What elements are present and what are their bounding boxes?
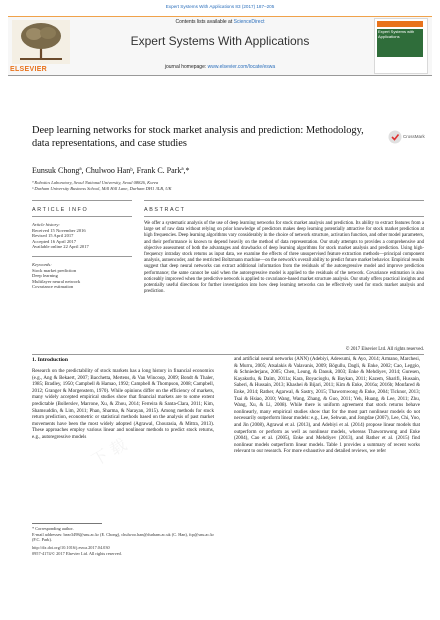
homepage-prefix: journal homepage: <box>164 64 208 70</box>
author-list: Eunsuk Chongª, Chulwoo Hanᵇ, Frank C. Parkª,* <box>32 166 190 175</box>
abstract-text: We offer a systematic analysis of the use of deep learning networks for stock market analysis and prediction. Its ability to extract features from a large set of raw data without relying on prior knowledge of predictors makes deep learning potentially attractive for stock market prediction at high frequencies. Deep learning algorithms vary considerably in the choice of network structure, activation function, and other model parameters, and their performance is known to depend heavily on the method of data representation. Our study attempts to provides a comprehensive and objective assessment of both the advantages and drawbacks of deep learning algorithms for stock market analysis and prediction. Using high-frequency intraday stock returns as input data, we examine the effects of three unsupervised feature extraction methods—principal component analysis, autoencoder, and the restricted Boltzmann machine—on the network's overall ability to predict future market behavior. Empirical results suggest that deep neural networks can extract additional information from the residuals of the autoregressive model and improve prediction performance; the same cannot be said when the autoregressive model is applied to the residuals of the network. Covariance estimation is also noticeably improved when the predictive network is applied to covariance-based market structure analysis. Our study offers practical insights and potentially useful directions for further investigation into how deep learning networks can be effectively used for stock market analysis and prediction. <box>144 221 424 295</box>
journal-cover <box>374 18 428 74</box>
divider <box>32 354 424 355</box>
article-title: Deep learning networks for stock market analysis and prediction: Methodology, data representations, and case studies <box>32 125 364 149</box>
sciencedirect-link[interactable]: ScienceDirect <box>233 19 265 25</box>
publisher-name: ELSEVIER <box>10 66 48 73</box>
divider <box>32 200 132 201</box>
affiliation-b: ᵇ Durham University Business School, Mill Hill Lane, Durham DH1 3LB, UK <box>32 186 172 191</box>
keywords-label: Keywords: <box>32 262 52 267</box>
footnote-rule <box>32 523 102 524</box>
affiliation-a: ª Robotics Laboratory, Seoul National University, Seoul 08826, Korea <box>32 180 159 185</box>
intro-column-2: and artificial neural networks (ANN) (Adebiyi, Adewumi, & Ayo, 2014; Armano, Marchesi, & Murru, 2005; Atsalakis & Valavanis, 2009; Bögullu, Dagli, & Enke, 2002; Cao, Leggio, & Schniederjans, 2005; Chen, Leung, & Daouk, 2003; Enke & Mehdiyev, 2014; Guresen, Kayakutlu, & Daim, 2011a; Kara, Boyacioglu, & Baykan, 2011; Kazem, Sharifi, Hussain, Saberi, & Hussain, 2013; Khashei & Bijari, 2011; Kim & Enke, 2016a; 2016b; Monfared & Enke, 2014; Rather, Agarwal, & Sastry, 2015; Thawornwong & Enke, 2004; Ticknor, 2013; Tsai & Hsiao, 2010; Wang, Wang, Zhang, & Guo, 2011; Yeh, Huang, & Lee, 2011; Zhu, Wang, Xu, & Li, 2008). While there is uniform agreement that stock returns behave nonlinearly, many empirical studies show that for the most part nonlinear models do not necessarily outperform linear models: e.g., Lee, Sehwan, and Jongdae (2007), Lee, Chi, Yoo, and Jin (2008), Agrawal et al. (2013), and Adebiyi et al. (2014) propose linear models that outperform or perform as well as nonlinear models, whereas Thawornwong and Enke (2004), Cao et al. (2005), Enke and Mehdiyev (2013), and Rather et al. (2015) find nonlinear models outperform linear models. Table 1 provides a summary of recent works relevant to our research. For more exhaustive and detailed reviews, we refer <box>234 357 420 455</box>
watermark: 下 载 <box>88 434 130 470</box>
keywords <box>32 262 132 290</box>
cover-band <box>377 21 423 27</box>
intro-heading: 1. Introduction <box>32 357 68 363</box>
running-header: Expert Systems With Applications 83 (2017) 187–205 <box>165 4 275 9</box>
history-item: Accepted 16 April 2017 <box>32 238 77 244</box>
doi-link[interactable]: http://dx.doi.org/10.1016/j.eswa.2017.04.030 <box>32 545 110 550</box>
keyword: Covariance estimation <box>32 284 74 290</box>
contents-line <box>100 19 340 25</box>
history-item: Available online 22 April 2017 <box>32 244 89 250</box>
history-item: Received 15 November 2016 <box>32 227 86 233</box>
divider <box>144 200 424 201</box>
homepage-link[interactable]: www.elsevier.com/locate/eswa <box>207 64 276 70</box>
crossmark-label: CrossMark <box>403 134 425 139</box>
history-label: Article history: <box>32 222 60 227</box>
divider <box>144 216 424 217</box>
crossmark-badge[interactable] <box>388 130 424 150</box>
keyword: Deep learning <box>32 273 58 279</box>
divider <box>32 256 132 257</box>
elsevier-tree-logo <box>12 20 70 64</box>
footnote-emails: E-mail addresses: bear3498@snu.ac.kr (E. Chong), chulwoo.han@durham.ac.uk (C. Han), fcp@snu.ac.kr (F.C. Park). <box>32 532 214 543</box>
issn-line: 0957-4174/© 2017 Elsevier Ltd. All rights reserved. <box>32 551 122 556</box>
crossmark-icon <box>388 130 402 144</box>
keyword: Multilayer neural network <box>32 278 81 284</box>
intro-column-1: Research on the predictability of stock markets has a long history in financial economics (e.g., Ang & Bekaert, 2007; Bacchetta, Mertens, & Van Wincoop, 2009; Bondt & Thaler, 1985; Bradley, 1950; Campbell & Hamao, 1992; Campbell & Thompson, 2008; Campbell, 2012; Granger & Morgenstern, 1970). While opinions differ on the efficiency of markets, many widely accepted empirical studies show that financial markets are to some extent predictable (Bollerslev, Marrone, Xu, & Zhou, 2014; Ferreira & Santa-Clara, 2011; Kim, Shamsuddin, & Lim, 2011; Phan, Sharma, & Narayan, 2015). Among methods for stock return prediction, econometric or statistical methods based on the analysis of past market movements have been the most widely adopted (Agrawal, Chourasia, & Mittra, 2013). These approaches employ various linear and nonlinear methods to predict stock returns, e.g., autoregressive models <box>32 369 214 440</box>
contents-prefix: Contents lists available at <box>175 19 234 25</box>
journal-title: Expert Systems With Applications <box>130 34 310 48</box>
abstract-heading: ABSTRACT <box>144 207 186 213</box>
watermark: 下 载 <box>298 244 340 280</box>
divider <box>32 216 132 217</box>
article-history <box>32 222 132 250</box>
history-item: Revised 15 April 2017 <box>32 233 74 239</box>
homepage-line <box>100 64 340 70</box>
footnote-corresponding: * Corresponding author. <box>32 526 74 531</box>
article-info-heading: ARTICLE INFO <box>32 207 89 213</box>
keyword: Stock market prediction <box>32 267 77 273</box>
cover-title: Expert Systems with Applications <box>378 29 415 39</box>
abstract-copyright: © 2017 Elsevier Ltd. All rights reserved. <box>345 347 424 352</box>
